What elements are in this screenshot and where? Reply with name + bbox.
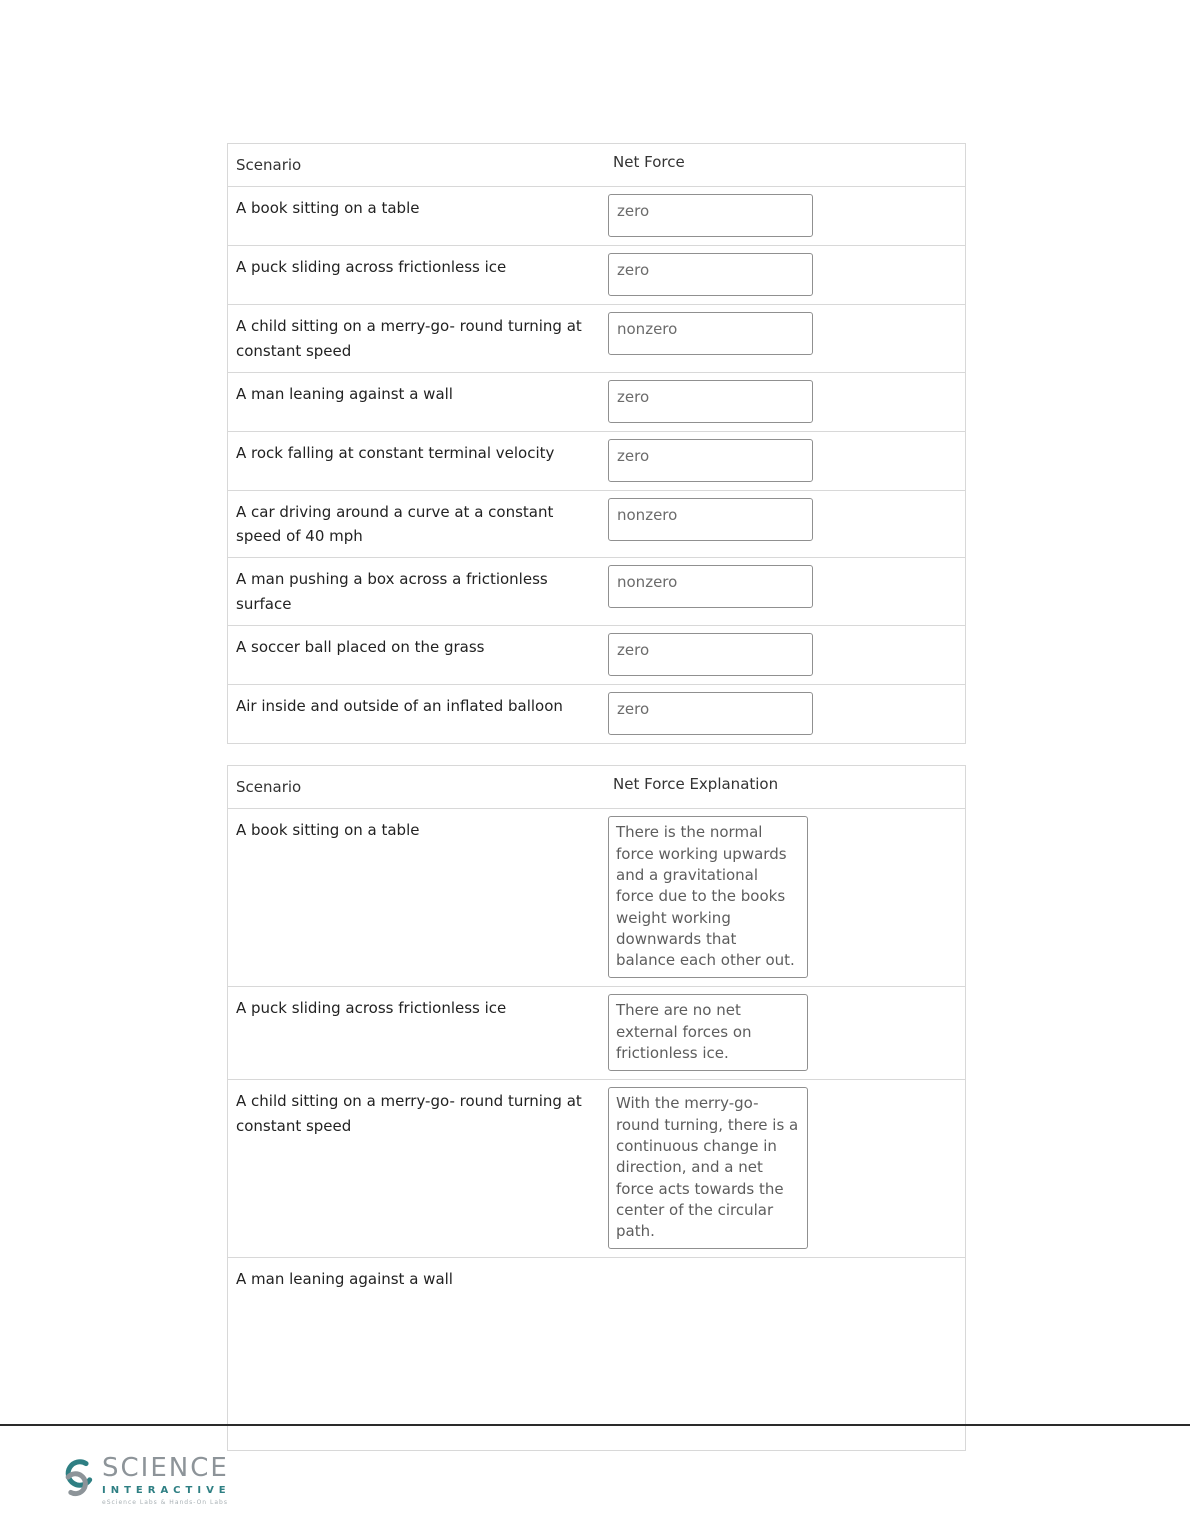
- table-row: [228, 1258, 965, 1450]
- explanation-cell: [605, 809, 965, 986]
- net-force-input[interactable]: zero: [608, 633, 813, 676]
- table-row: [228, 246, 965, 305]
- explanation-textarea[interactable]: There are no net external forces on frictionless ice.: [608, 994, 808, 1071]
- scenario-cell: A child sitting on a merry-go- round turning at constant speed: [236, 1092, 582, 1135]
- scenario-cell: A soccer ball placed on the grass: [236, 638, 485, 657]
- scenario-cell: A rock falling at constant terminal velocity: [236, 443, 555, 462]
- net-force-cell: [605, 187, 965, 245]
- net-force-cell: [605, 558, 965, 625]
- table-row: [228, 1080, 965, 1258]
- explanation-cell: [605, 1080, 965, 1257]
- net-force-input[interactable]: nonzero: [608, 565, 813, 608]
- scenario-cell: A book sitting on a table: [236, 199, 420, 218]
- table-header-row: [228, 144, 965, 187]
- scenario-cell: A man leaning against a wall: [236, 1270, 453, 1289]
- scenario-cell: A car driving around a curve at a constant speed of 40 mph: [236, 502, 554, 546]
- net-force-cell: [605, 246, 965, 304]
- net-force-input[interactable]: zero: [608, 439, 813, 482]
- science-interactive-logo-icon: [60, 1455, 96, 1501]
- scenario-column-header: Scenario: [236, 156, 302, 174]
- footer-divider: [0, 1424, 1190, 1426]
- explanation-cell: [605, 1258, 965, 1450]
- scenario-cell: A man pushing a box across a frictionless surface: [236, 570, 548, 613]
- logo-text-block: [102, 1455, 231, 1506]
- table-row: [228, 558, 965, 626]
- scenario-cell: A puck sliding across frictionless ice: [236, 258, 507, 277]
- net-force-input[interactable]: zero: [608, 692, 813, 735]
- table-row: [228, 626, 965, 685]
- explanation-textarea[interactable]: There is the normal force working upwards and a gravitational force due to the books weight working downwards that balance each other out.: [608, 816, 808, 978]
- net-force-table-body: [228, 187, 965, 743]
- net-force-input[interactable]: zero: [608, 380, 813, 423]
- table-row: [228, 305, 965, 373]
- table-header-row: [228, 766, 965, 809]
- science-interactive-logo: [60, 1455, 231, 1506]
- net-force-explanation-column-header: Net Force Explanation: [613, 775, 779, 794]
- net-force-input[interactable]: zero: [608, 194, 813, 237]
- net-force-cell: [605, 305, 965, 372]
- net-force-table: [227, 143, 966, 744]
- net-force-input[interactable]: nonzero: [608, 312, 813, 355]
- scenario-cell: A puck sliding across frictionless ice: [236, 999, 507, 1018]
- explanation-cell: [605, 987, 965, 1079]
- net-force-explanation-table: [227, 765, 966, 1451]
- table-row: [228, 685, 965, 743]
- net-force-column-header: Net Force: [613, 153, 685, 171]
- table-row: [228, 809, 965, 987]
- scenario-cell: A book sitting on a table: [236, 821, 420, 840]
- table-row: [228, 432, 965, 491]
- scenario-cell: Air inside and outside of an inflated balloon: [236, 697, 563, 716]
- table-row: [228, 491, 965, 559]
- explanation-table-body: [228, 809, 965, 1450]
- explanation-textarea[interactable]: With the merry-go- round turning, there is a continuous change in direction, and a net force acts towards the center of the circular path.: [608, 1087, 808, 1249]
- table-row: [228, 987, 965, 1080]
- table-row: [228, 373, 965, 432]
- logo-tagline: eScience Labs & Hands-On Labs: [102, 1499, 228, 1507]
- net-force-cell: [605, 626, 965, 684]
- net-force-input[interactable]: zero: [608, 253, 813, 296]
- net-force-cell: [605, 373, 965, 431]
- scenario-cell: A man leaning against a wall: [236, 384, 453, 403]
- worksheet-content: [227, 143, 966, 1451]
- scenario-column-header: Scenario: [236, 778, 302, 797]
- net-force-cell: [605, 491, 965, 558]
- net-force-cell: [605, 432, 965, 490]
- net-force-cell: [605, 685, 965, 743]
- net-force-input[interactable]: nonzero: [608, 498, 813, 541]
- logo-subtext: INTERACTIVE: [102, 1485, 231, 1497]
- table-row: [228, 187, 965, 246]
- scenario-cell: A child sitting on a merry-go- round turning at constant speed: [236, 317, 582, 360]
- logo-text: SCIENCE: [102, 1453, 229, 1483]
